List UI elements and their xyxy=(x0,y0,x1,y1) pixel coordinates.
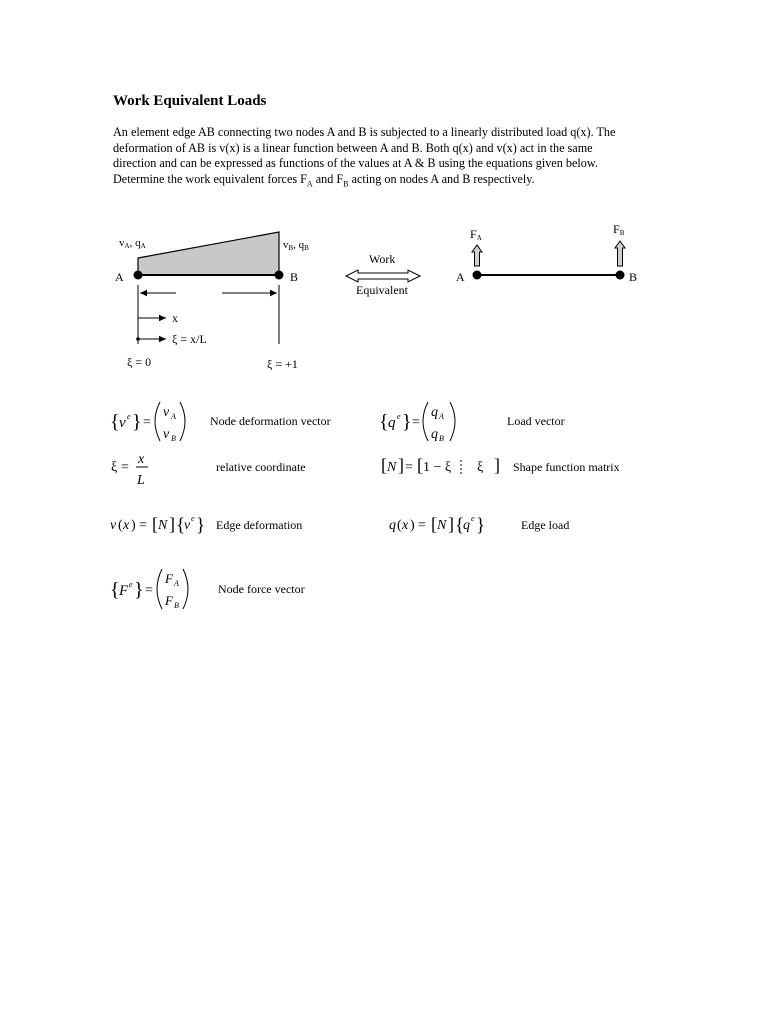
svg-text:=: = xyxy=(418,518,426,533)
svg-text:x: x xyxy=(402,518,409,533)
svg-text:(: ( xyxy=(397,518,402,533)
svg-text:]: ] xyxy=(494,455,500,475)
eq-shape-function xyxy=(381,455,500,476)
node-a-dot xyxy=(134,271,143,280)
eq-load-vector xyxy=(379,402,455,443)
svg-text:}: } xyxy=(402,411,412,433)
edge-deformation-label: Edge deformation xyxy=(216,518,303,532)
svg-text:{: { xyxy=(110,411,120,433)
svg-text:}: } xyxy=(134,579,144,601)
svg-text:): ) xyxy=(410,518,415,533)
svg-text:}: } xyxy=(132,411,142,433)
svg-text:1 − ξ: 1 − ξ xyxy=(423,460,452,475)
force-b-arrow-icon xyxy=(615,241,625,266)
node-b-dot-right xyxy=(616,271,625,280)
label-vb-qb: vB, qB xyxy=(283,239,309,252)
svg-text:N: N xyxy=(158,518,168,533)
svg-text:]: ] xyxy=(398,455,404,475)
double-arrow-icon xyxy=(346,270,420,282)
label-va-qa: vA, qA xyxy=(119,237,146,250)
svg-text:[: [ xyxy=(431,514,437,534)
svg-text:v: v xyxy=(163,405,170,420)
svg-text:e: e xyxy=(129,580,133,589)
svg-text:(: ( xyxy=(118,518,123,533)
force-b-label: FB xyxy=(613,222,625,237)
svg-text:ξ: ξ xyxy=(111,460,118,475)
svg-text:B: B xyxy=(439,434,444,443)
svg-text:x: x xyxy=(123,518,130,533)
load-vector-label: Load vector xyxy=(507,414,565,428)
x-label: x xyxy=(172,311,178,325)
svg-text:}: } xyxy=(476,515,486,536)
node-deformation-label: Node deformation vector xyxy=(210,414,331,428)
paragraph-line: An element edge AB connecting two nodes A and B is subjected to a linearly distributed load q(x). The xyxy=(113,125,616,139)
svg-text:A: A xyxy=(174,579,179,588)
svg-text:F: F xyxy=(165,571,173,586)
svg-text:{: { xyxy=(110,579,120,601)
eq-edge-deformation xyxy=(110,514,205,536)
node-force-label: Node force vector xyxy=(218,582,305,596)
svg-text:=: = xyxy=(139,518,147,533)
svg-text:{: { xyxy=(379,411,389,433)
svg-text:e: e xyxy=(397,412,401,421)
load-trapezoid xyxy=(138,232,279,275)
svg-text:L: L xyxy=(137,473,145,488)
relative-coordinate-label: relative coordinate xyxy=(216,460,306,474)
paragraph-line: direction and can be expressed as functions of the values at A & B using the equations given below. xyxy=(113,156,598,170)
svg-text:=: = xyxy=(412,415,420,430)
svg-text:F: F xyxy=(165,593,173,608)
page-title: Work Equivalent Loads xyxy=(113,93,267,109)
svg-text:{: { xyxy=(176,515,186,536)
eq-node-force xyxy=(110,569,188,610)
svg-text:B: B xyxy=(174,601,179,610)
xi-zero-label: ξ = 0 xyxy=(127,355,152,369)
svg-text:{: { xyxy=(455,515,465,536)
eq-relative-coordinate xyxy=(111,452,148,488)
svg-text:=: = xyxy=(121,460,129,475)
svg-text:N: N xyxy=(387,460,397,475)
paragraph-line: Determine the work equivalent forces $F_A$ and $F_B$ acting on nodes A and B respectively. xyxy=(113,171,535,188)
node-b-label: B xyxy=(290,270,299,284)
edge-load-label: Edge load xyxy=(521,518,570,532)
node-b-dot xyxy=(275,271,284,280)
svg-text:): ) xyxy=(131,518,136,533)
svg-text:A: A xyxy=(171,412,176,421)
xi-label: ξ = x/L xyxy=(172,332,207,346)
shape-function-label: Shape function matrix xyxy=(513,460,620,474)
node-a-label: A xyxy=(115,270,124,284)
node-a-dot-right xyxy=(473,271,482,280)
paragraph-line: deformation of AB is v(x) is a linear function between A and B. Both q(x) and v(x) act in the same xyxy=(113,140,593,155)
svg-text:q: q xyxy=(431,405,438,420)
eq-edge-load xyxy=(389,514,485,536)
svg-text:e: e xyxy=(191,514,195,523)
node-a-label-right: A xyxy=(456,270,465,284)
xi-one-label: ξ = +1 xyxy=(267,357,298,371)
svg-text:A: A xyxy=(439,412,444,421)
svg-text:=: = xyxy=(143,415,151,430)
svg-text:[: [ xyxy=(152,514,158,534)
svg-text:v: v xyxy=(110,518,117,533)
svg-text:]: ] xyxy=(169,514,175,534)
force-a-label: FA xyxy=(470,227,482,242)
svg-text:F: F xyxy=(119,583,129,599)
svg-text:B: B xyxy=(171,434,176,443)
svg-text:ξ: ξ xyxy=(477,460,484,475)
svg-text:v: v xyxy=(184,518,191,533)
svg-text:q: q xyxy=(431,427,438,442)
force-a-arrow-icon xyxy=(472,245,482,266)
svg-text:[: [ xyxy=(381,455,387,475)
svg-text:q: q xyxy=(463,518,470,533)
svg-text:e: e xyxy=(127,412,131,421)
svg-text:]: ] xyxy=(448,514,454,534)
node-b-label-right: B xyxy=(629,270,638,284)
svg-text:q: q xyxy=(389,518,396,533)
svg-text:=: = xyxy=(405,460,413,475)
svg-text:[: [ xyxy=(417,455,423,475)
svg-text:=: = xyxy=(145,583,153,598)
svg-text:x: x xyxy=(138,452,145,467)
work-label: Work xyxy=(369,252,396,266)
eq-node-deformation xyxy=(110,402,185,443)
equivalent-label: Equivalent xyxy=(356,283,408,297)
svg-text:v: v xyxy=(119,415,126,431)
svg-text:v: v xyxy=(163,427,170,442)
svg-text:q: q xyxy=(388,415,396,431)
svg-text:N: N xyxy=(437,518,447,533)
svg-text:e: e xyxy=(471,514,475,523)
svg-text:}: } xyxy=(196,515,206,536)
